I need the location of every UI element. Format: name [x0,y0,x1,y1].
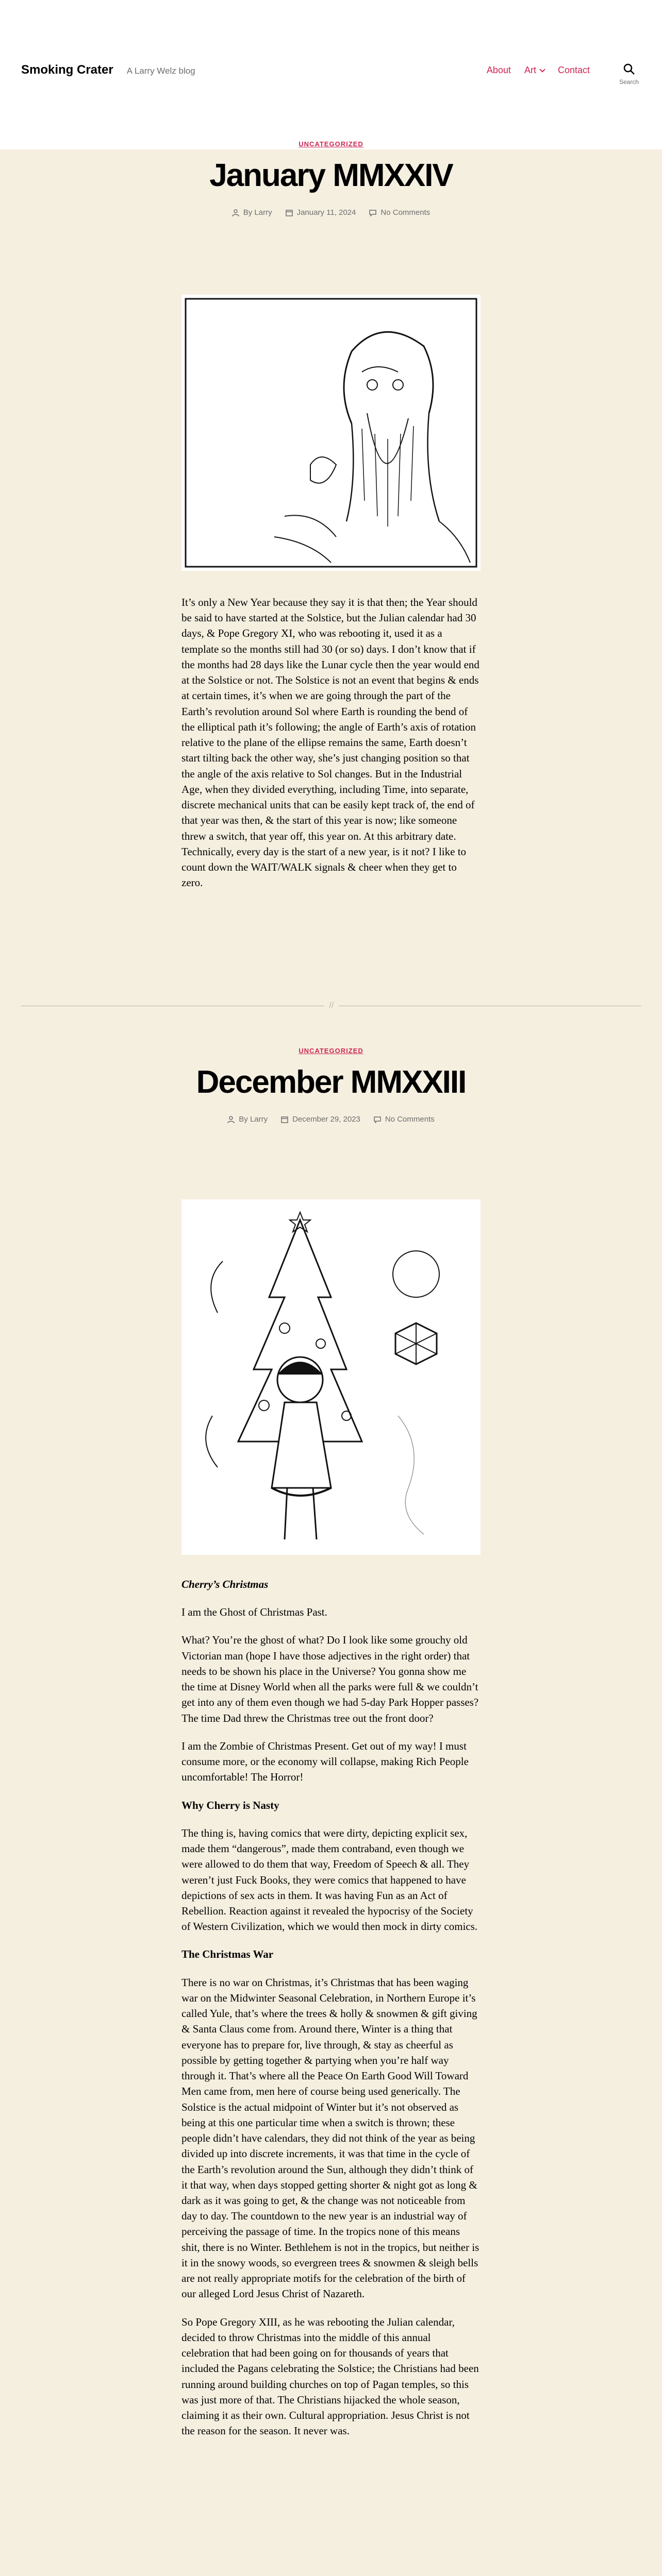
site-description: A Larry Welz blog [126,66,195,76]
search-toggle-button[interactable] [613,63,646,86]
post-comments-link[interactable]: No Comments [380,208,431,217]
post-paragraph: What? You’re the ghost of what? Do I look like some grouchy old Victorian man (hope I have those adjectives in the right order) that needs to be shown his place in the Universe? You gonna show me the time at Disney World when all the parks were full & we couldn’t get into any of them even though we had 5-day Park Hopper passes? The time Dad threw the Christmas tree out the front door? [181,1634,479,1724]
post-paragraph: The thing is, having comics that were dirty, depicting explicit sex, made them “dangerous”, made them contraband, even though we were allowed to do them that way, Freedom of Speech & all. They weren’t just Fuck Books, they were comics that happened to have depictions of sex acts in them. It was having Fun as an Act of Rebellion. Reaction against it revealed the hypocrisy of the Society of Western Civilization, which we would then mock in dirty comics. [181,1826,478,1933]
post-author [227,1115,268,1124]
post-date [281,1115,360,1124]
search-icon [623,63,635,75]
search-label: Search [619,78,639,86]
site-branding [21,63,195,77]
post-title[interactable]: December MMXXIII [196,1064,466,1100]
comment-icon [374,1116,381,1123]
post-author-link[interactable]: By Larry [243,208,272,217]
calendar-icon [286,209,293,216]
post-author [232,208,272,217]
post-paragraph: I am the Zombie of Christmas Present. Get out of my way! I must consume more, or the economy will collapse, making Rich People uncomfortable! The Horror! [181,1739,469,1784]
comment-icon [369,209,376,216]
post-category-link[interactable]: UNCATEGORIZED [299,140,363,148]
menu-item-about[interactable]: About [486,65,511,75]
calendar-icon [281,1116,288,1123]
separator-mark: // [324,1002,339,1009]
menu-item-art-label: Art [524,65,536,75]
post-paragraph: There is no war on Christmas, it’s Christmas that has been waging war on the Midwinter Seasonal Celebration, in Northern Europe it’s called Yule, that’s where the trees & holly & snowmen & gift giving & Santa Claus come from. Around there, Winter is a thing that everyone has to prepare for, live through, & stay as cheerful as possible by getting together & partying when you’re half way through it. That’s where all the Peace On Earth Good Will Toward Men came from, men here of course being used generically. The Solstice is the actual midpoint of Winter but it’s not observed as being at this one particular time when a switch is thrown; these people didn’t have calendars, they did not think of the year as being divided up into discrete increments, it was that time in the cycle of the Earth’s revolution around the Sun, although they didn’t think of it that way, when days stopped getting shorter & night got as long & dark as it was going to get, & the change was not noticeable from day to day. The countdown to the new year is an industrial way of perceiving the passage of time. In the tropics none of this means shit, there is no Winter. Bethlehem is not in the tropics, but neither is it in the snowy woods, so evergreen trees & snowmen & sleigh bells are not really appropriate motifs for the celebration of the birth of our alleged Lord Jesus Christ of Nazareth. [181,1976,479,2300]
user-icon [227,1116,235,1123]
post-paragraph: It’s only a New Year because they say it is that then; the Year should be said to have started at the Solstice, but the Julian calendar had 30 days, & Pope Gregory XI, who was rebooting it, used it as a template so the months still had 30 (or so) days. I don’t know that if the months had 28 days like the Lunar cycle then the year would end at the Solstice or not. The Solstice is not an event that begins & ends at certain times, it’s when we are going through the part of the Earth’s revolution around Sol where Earth is rounding the bend of the elliptical path it’s following; the angle of Earth’s axis of rotation relative to the plane of the ellipse remains the same, Earth doesn’t start tilting back the other way, she’s just changing position so that the angle of the axis relative to Sol changes. But in the Industrial Age, when they divided everything, including Time, into separate, discrete mechanical units that can be easily kept track of, the end of that year was then, & the start of this year is now; like someone threw a switch, that year off, this year on. At this arbitrary date. Technically, every day is the start of a new year, is it not? I like to count down the WAIT/WALK signals & cheer when they get to zero. [181,596,479,889]
post-category-link[interactable]: UNCATEGORIZED [299,1047,363,1055]
post-december-mmxxiii [0,1047,662,1124]
post-author-link[interactable]: By Larry [239,1115,268,1124]
post-meta [0,1115,662,1124]
user-icon [232,209,239,216]
menu-item-art[interactable] [524,65,544,76]
chevron-down-icon[interactable] [539,66,545,72]
post-date-link[interactable]: December 29, 2023 [292,1115,360,1124]
post-january-mmxxiv [0,140,662,217]
site-title-link[interactable]: Smoking Crater [21,63,113,77]
section-heading: The Christmas War [181,1948,274,1961]
section-heading: Why Cherry is Nasty [181,1799,279,1811]
post-paragraph: So Pope Gregory XIII, as he was rebooting the Julian calendar, decided to throw Christmas into the middle of this annual celebration that had been going on for thousands of years that included the Pagans celebrating the Solstice; the Christians had been running around building churches on top of Pagan temples, so this was just more of that. The Christians hijacked the whole season, claiming it as their own. Cultural appropriation. Jesus Christ is not the reason for the season. It never was. [181,2315,479,2437]
post-content [181,1577,481,2451]
post-image-old-man[interactable] [181,295,481,571]
site-header [0,0,662,149]
primary-menu [487,65,590,76]
post-comments [369,208,430,217]
old-man-drawing [181,295,481,571]
post-paragraph: I am the Ghost of Christmas Past. [181,1606,327,1619]
post-comments [374,1115,435,1124]
post-title[interactable]: January MMXXIV [209,158,453,193]
post-date-link[interactable]: January 11, 2024 [296,208,356,217]
post-image-christmas[interactable] [181,1199,481,1555]
post-comments-link[interactable]: No Comments [385,1115,435,1124]
menu-item-contact[interactable]: Contact [557,65,590,75]
section-heading: Cherry’s Christmas [181,1578,269,1590]
christmas-drawing [181,1199,481,1555]
post-content [181,595,481,903]
post-date [286,208,356,217]
post-meta [0,208,662,217]
